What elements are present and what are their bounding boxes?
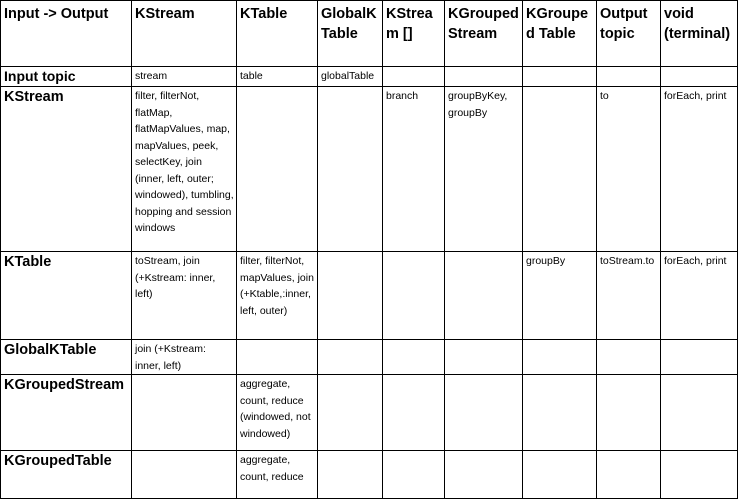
table-cell [132, 375, 237, 451]
table-cell [523, 67, 597, 87]
table-cell [383, 67, 445, 87]
table-cell: filter, filterNot, mapValues, join (+Ktable,:inner, left, outer) [237, 252, 318, 340]
table-cell [661, 340, 738, 375]
table-cell [318, 340, 383, 375]
table-cell [661, 67, 738, 87]
table-cell [237, 340, 318, 375]
table-cell: branch [383, 87, 445, 252]
row-header: KTable [1, 252, 132, 340]
column-header: KTable [237, 1, 318, 67]
table-cell: forEach, print [661, 252, 738, 340]
table-cell [132, 451, 237, 499]
table-cell [445, 67, 523, 87]
table-cell [383, 451, 445, 499]
header-row [1, 1, 738, 67]
table-cell [318, 87, 383, 252]
table-cell [445, 451, 523, 499]
row-header: KStream [1, 87, 132, 252]
table-cell [661, 375, 738, 451]
column-header: KStream [] [383, 1, 445, 67]
table-cell [523, 87, 597, 252]
table-cell [318, 375, 383, 451]
table-row [1, 252, 738, 340]
table-row [1, 67, 738, 87]
table-cell [445, 375, 523, 451]
table-cell [597, 375, 661, 451]
row-header: KGroupedTable [1, 451, 132, 499]
table-cell: groupBy [523, 252, 597, 340]
row-header: Input topic [1, 67, 132, 87]
table-cell [318, 252, 383, 340]
table-cell [597, 451, 661, 499]
table-cell: to [597, 87, 661, 252]
column-header: KGrouped Table [523, 1, 597, 67]
column-header: Output topic [597, 1, 661, 67]
table-row [1, 375, 738, 451]
table-cell [597, 340, 661, 375]
table-cell [237, 87, 318, 252]
column-header: void (terminal) [661, 1, 738, 67]
table-row [1, 340, 738, 375]
table-cell [597, 67, 661, 87]
row-header: GlobalKTable [1, 340, 132, 375]
row-header: KGroupedStream [1, 375, 132, 451]
table-cell [523, 451, 597, 499]
table-cell [383, 340, 445, 375]
table-cell [383, 375, 445, 451]
table-cell: toStream, join (+Kstream: inner, left) [132, 252, 237, 340]
table-row [1, 451, 738, 499]
table-cell: globalTable [318, 67, 383, 87]
table-cell: stream [132, 67, 237, 87]
table-cell [445, 252, 523, 340]
table-cell: forEach, print [661, 87, 738, 252]
table-cell: aggregate, count, reduce [237, 451, 318, 499]
table-cell: filter, filterNot, flatMap, flatMapValues, map, mapValues, peek, selectKey, join (inner, left, outer; windowed), tumbling, hopping and session windows [132, 87, 237, 252]
column-header: KGrouped Stream [445, 1, 523, 67]
table-cell: aggregate, count, reduce (windowed, not windowed) [237, 375, 318, 451]
table-cell [661, 451, 738, 499]
table-cell: join (+Kstream: inner, left) [132, 340, 237, 375]
table-cell: toStream.to [597, 252, 661, 340]
table-cell [383, 252, 445, 340]
table-cell: groupByKey, groupBy [445, 87, 523, 252]
column-header: GlobalK Table [318, 1, 383, 67]
column-header: Input -> Output [1, 1, 132, 67]
column-header: KStream [132, 1, 237, 67]
table-row [1, 87, 738, 252]
table-cell: table [237, 67, 318, 87]
table-cell [318, 451, 383, 499]
table-cell [445, 340, 523, 375]
table-cell [523, 375, 597, 451]
table-cell [523, 340, 597, 375]
